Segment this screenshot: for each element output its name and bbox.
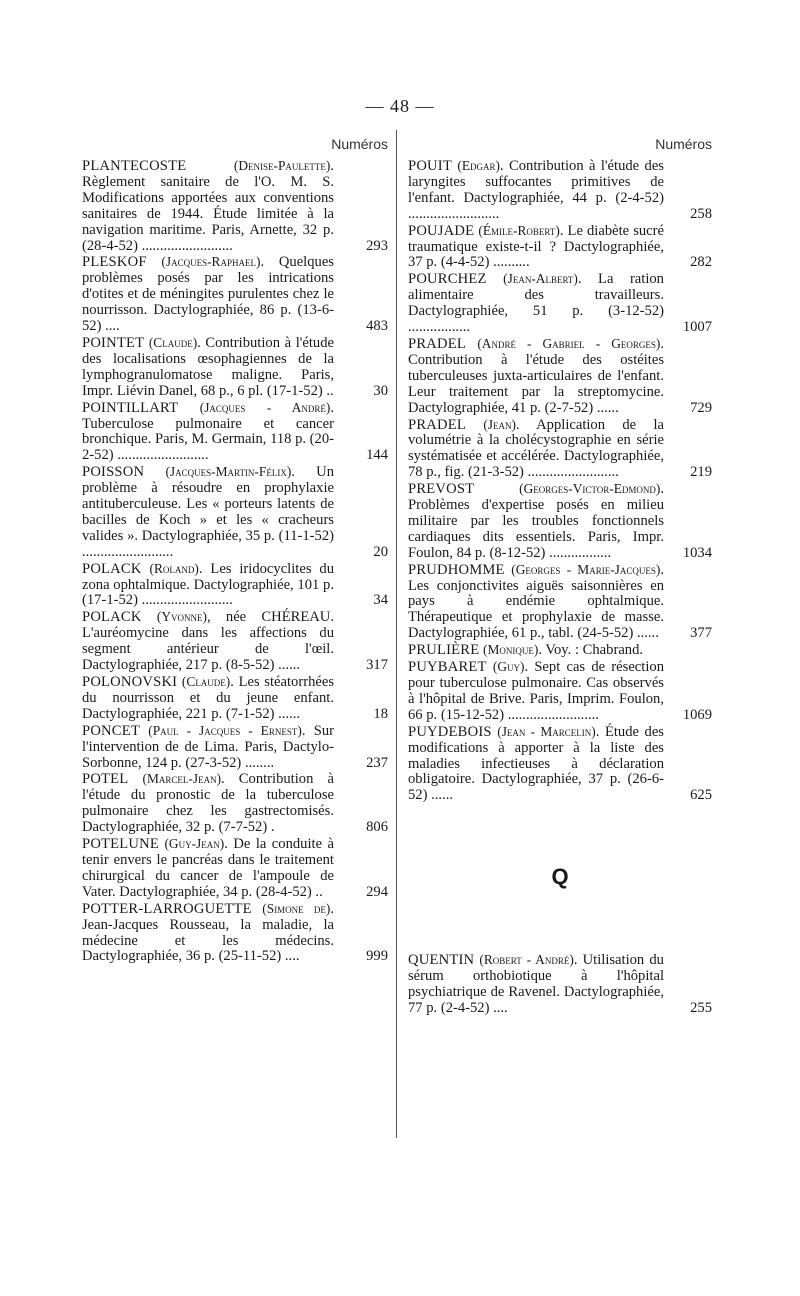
- author-surname: QUENTIN: [408, 952, 475, 969]
- entry-body: [82, 158, 334, 254]
- bibliography-entry: [408, 481, 712, 562]
- left-column: [82, 134, 388, 965]
- author-given-names: (Guy-Jean): [164, 836, 225, 852]
- entry-number: 483: [366, 318, 388, 335]
- author-given-names: (Guy): [492, 659, 525, 675]
- entry-description: . Voy. : Chabrand.: [538, 642, 644, 659]
- entry-description: . Sept cas de résection pour tuberculose pulmonaire. Cas observés à l'hôpital de Brive. Paris, Imprim. Foulon, 66 p. (15-12-52) .........................: [408, 659, 664, 723]
- author-given-names: (Paul - Jacques - Ernest): [148, 722, 302, 738]
- entry-description: . La ration alimentaire des travailleurs. Dactylographiée, 51 p. (3-12-52) .................: [408, 271, 664, 336]
- author-surname: POUIT: [408, 158, 452, 174]
- entry-description: . Utilisation du sérum orthobiotique à l'hôpital psychiatrique de Ravenel. Dactylographiée, 77 p. (2-4-52) ....: [408, 952, 664, 1016]
- entry-body: [408, 659, 664, 724]
- entry-body: [82, 836, 334, 901]
- entry-description: . Jean-Jacques Rousseau, la maladie, la médecine et les médecins. Dactylographiée, 36 p. (25-11-52) ....: [82, 900, 334, 965]
- author-given-names: (Roland): [149, 560, 199, 576]
- author-given-names: (Edgar): [457, 158, 500, 173]
- author-given-names: (Claude): [181, 674, 231, 689]
- bibliography-entry: [408, 952, 712, 1017]
- entry-number: 18: [373, 705, 388, 722]
- entry-description: . Les conjonctivites aiguës saisonnières en pays à endémie ophtalmique. Thérapeutique et prophylaxie de masse. Dactylographiée, 61 p., tabl. (24-5-52) ......: [408, 561, 664, 642]
- author-surname: PRADEL: [408, 416, 466, 433]
- author-given-names: (Denise-Paulette): [233, 158, 331, 173]
- author-surname: POLACK: [82, 560, 142, 577]
- entry-number: 317: [366, 657, 388, 674]
- bibliography-entry: [82, 400, 388, 465]
- entry-body: [82, 561, 334, 610]
- bibliography-entry: [82, 723, 388, 772]
- entry-number: 1069: [682, 706, 712, 723]
- bibliography-entry: [408, 336, 712, 417]
- entry-body: [408, 562, 664, 643]
- entry-number: 237: [366, 754, 388, 771]
- author-surname: PLESKOF: [82, 254, 147, 271]
- column-header: Numéros: [331, 136, 388, 152]
- entry-description: . Tuberculose pulmonaire et cancer bronchique. Paris, M. Germain, 118 p. (20-2-52) .........................: [82, 399, 334, 464]
- entry-description: . Application de la volumétrie à la cholécystographie en série systématisée et accélérée. Dactylographiée, 78 p., fig. (21-3-52) .........................: [408, 416, 664, 481]
- author-surname: PONCET: [82, 722, 140, 739]
- entry-number: 30: [373, 382, 388, 399]
- entry-description: . Quelques problèmes posés par les intrications d'otites et de méningites purulentes chez le nourrisson. Dactylographiée, 86 p. (13-6-52) ....: [82, 254, 334, 335]
- right-column: [408, 134, 712, 1017]
- entry-description: , née CHÉREAU. L'auréomycine dans les affections du segment antérieur de l'œil. Dactylographiée, 217 p. (8-5-52) ......: [82, 609, 334, 674]
- bibliography-entry: [82, 771, 388, 836]
- entry-body: [82, 400, 334, 465]
- author-surname: PLANTECOSTE: [82, 158, 187, 174]
- entry-number: 144: [366, 447, 388, 464]
- author-surname: POUJADE: [408, 222, 475, 239]
- author-given-names: (Marcel-Jean): [142, 771, 222, 787]
- entry-number: 806: [366, 819, 388, 836]
- bibliography-entry: [82, 609, 388, 674]
- entry-number: 255: [690, 999, 712, 1016]
- author-given-names: (Émile-Robert): [478, 222, 560, 238]
- bibliography-entry: [408, 724, 712, 805]
- author-surname: PRULIÈRE: [408, 642, 480, 659]
- author-given-names: (Jean - Marcelin): [497, 723, 596, 739]
- author-surname: POLONOVSKI: [82, 674, 178, 690]
- author-surname: PRADEL: [408, 335, 466, 352]
- section-entry-list: [408, 952, 712, 1017]
- entry-description: . Le diabète sucré traumatique existe-t-il ? Dactylographiée, 37 p. (4-4-52) ..........: [408, 222, 664, 271]
- entry-description: . Sur l'intervention de de Lima. Paris, Dactylo-Sorbonne, 124 p. (27-3-52) ........: [82, 722, 335, 771]
- author-given-names: (Claude): [148, 334, 198, 350]
- entry-description: . De la conduite à tenir envers le pancréas dans le traitement chirurgical du cancer de l'ampoule de Vater. Dactylographiée, 34 p. (28-4-52) ..: [82, 836, 334, 900]
- author-surname: POINTILLART: [82, 399, 179, 416]
- column-divider: [396, 130, 397, 1138]
- author-surname: POISSON: [82, 464, 145, 481]
- entry-number: 20: [373, 543, 388, 560]
- bibliography-entry: [82, 335, 388, 400]
- entry-body: [408, 952, 664, 1017]
- section-letter-heading: Q: [551, 864, 569, 890]
- author-given-names: (Georges - Marie-Jacques): [511, 561, 661, 577]
- entry-body: [82, 335, 334, 400]
- author-surname: POTTER-LARROGUETTE: [82, 900, 252, 917]
- entry-body: [408, 271, 664, 336]
- author-surname: PRUDHOMME: [408, 561, 505, 578]
- author-surname: POLACK: [82, 609, 142, 626]
- author-given-names: (Jacques - André): [199, 399, 331, 415]
- entry-number: 729: [690, 399, 712, 416]
- entry-description: . Règlement sanitaire de l'O. M. S. Modifications apportées aux conventions sanitaires de 1944. Étude limitée à la navigation maritime. Paris, Arnette, 32 p. (28-4-52) .........................: [82, 158, 334, 254]
- bibliography-entry: [408, 562, 712, 643]
- entry-number: 625: [690, 787, 712, 804]
- author-surname: POURCHEZ: [408, 271, 487, 288]
- author-surname: PREVOST: [408, 481, 475, 498]
- entry-body: [408, 481, 664, 562]
- entry-number: 34: [373, 592, 388, 609]
- entry-body: [408, 336, 664, 417]
- author-given-names: (Yvonne): [156, 609, 207, 625]
- bibliography-entry: [408, 271, 712, 336]
- entry-body: [82, 609, 334, 674]
- bibliography-entry: [408, 223, 712, 272]
- entry-description: . Problèmes d'expertise posés en milieu militaire par les troubles fonctionnels cardiaques dits essentiels. Paris, Impr. Foulon, 84 p. (8-12-52) .................: [408, 481, 664, 561]
- bibliography-entry: [82, 561, 388, 610]
- entry-description: . Étude des modifications à apporter à la liste des maladies infectieuses à déclaration obligatoire. Dactylographiée, 37 p. (26-6-52) ......: [408, 723, 664, 804]
- bibliography-entry: [82, 254, 388, 335]
- entry-description: . Contribution à l'étude des localisations œsophagiennes de la lymphogranulomatose maligne. Paris, Impr. Liévin Danel, 68 p., 6 pl. (17-1-52) ..: [82, 334, 334, 399]
- entry-description: . Contribution à l'étude du pronostic de la tuberculose pulmonaire chez les gastrectomisés. Dactylographiée, 32 p. (7-7-52) .: [82, 771, 334, 836]
- entry-body: [82, 901, 334, 966]
- entry-body: [408, 223, 664, 272]
- author-surname: POTEL: [82, 771, 129, 788]
- entry-body: [408, 724, 664, 805]
- entry-description: . Les stéatorrhées du nourrisson et du jeune enfant. Dactylographiée, 221 p. (7-1-52) ......: [82, 674, 334, 722]
- column-header: Numéros: [655, 136, 712, 152]
- bibliography-entry: [408, 417, 712, 482]
- author-given-names: (Jacques-Raphael): [161, 254, 261, 270]
- author-given-names: (Jean-Albert): [503, 271, 578, 287]
- author-surname: POTELUNE: [82, 836, 159, 853]
- entry-body: [408, 417, 664, 482]
- bibliography-entry: [408, 642, 712, 659]
- author-given-names: (Georges-Victor-Edmond): [519, 481, 661, 497]
- bibliography-entry: [408, 158, 712, 223]
- entry-list: [82, 158, 388, 965]
- bibliography-entry: [82, 901, 388, 966]
- bibliography-entry: [82, 158, 388, 254]
- entry-number: 219: [690, 464, 712, 481]
- bibliography-entry: [82, 674, 388, 723]
- author-surname: PUYDEBOIS: [408, 723, 492, 740]
- entry-list: [408, 158, 712, 804]
- author-given-names: (Monique): [482, 642, 539, 658]
- entry-number: 1034: [682, 544, 712, 561]
- author-given-names: (André - Gabriel - Georges): [477, 335, 661, 351]
- bibliography-entry: [82, 464, 388, 560]
- entry-number: 282: [690, 254, 712, 271]
- author-surname: POINTET: [82, 334, 145, 351]
- entry-body: [408, 642, 664, 659]
- entry-number: 999: [366, 948, 388, 965]
- entry-description: . Les iridocyclites du zona ophtalmique. Dactylographiée, 101 p. (17-1-52) .........................: [82, 560, 334, 609]
- author-given-names: (Jean): [483, 416, 516, 432]
- entry-description: . Contribution à l'étude des laryngites suffocantes primitives de l'enfant. Dactylographiée, 44 p. (2-4-52) .........................: [408, 158, 664, 222]
- bibliography-entry: [408, 659, 712, 724]
- entry-body: [82, 723, 334, 772]
- entry-number: 377: [690, 625, 712, 642]
- entry-body: [408, 158, 664, 223]
- entry-body: [82, 254, 334, 335]
- entry-description: . Contribution à l'étude des ostéites tuberculeuses juxta-articulaires de l'enfant. Leur traitement par la streptomycine. Dactylographiée, 41 p. (2-7-52) ......: [408, 335, 664, 416]
- author-given-names: (Robert - André): [479, 952, 574, 968]
- author-given-names: (Simone de): [262, 900, 331, 916]
- page-number: — 48 —: [365, 96, 435, 116]
- entry-body: [82, 674, 334, 723]
- bibliography-entry: [82, 836, 388, 901]
- entry-number: 293: [366, 237, 388, 254]
- author-surname: PUYBARET: [408, 659, 487, 676]
- entry-number: 294: [366, 883, 388, 900]
- author-given-names: (Jacques-Martin-Félix): [165, 464, 292, 480]
- entry-number: 1007: [682, 319, 712, 336]
- entry-body: [82, 771, 334, 836]
- entry-number: 258: [690, 205, 712, 222]
- entry-body: [82, 464, 334, 560]
- entry-description: . Un problème à résoudre en prophylaxie antituberculeuse. Les « porteurs latents de bacilles de Koch » et les « cracheurs valides ». Dactylographiée, 35 p. (11-1-52) .........................: [82, 464, 334, 560]
